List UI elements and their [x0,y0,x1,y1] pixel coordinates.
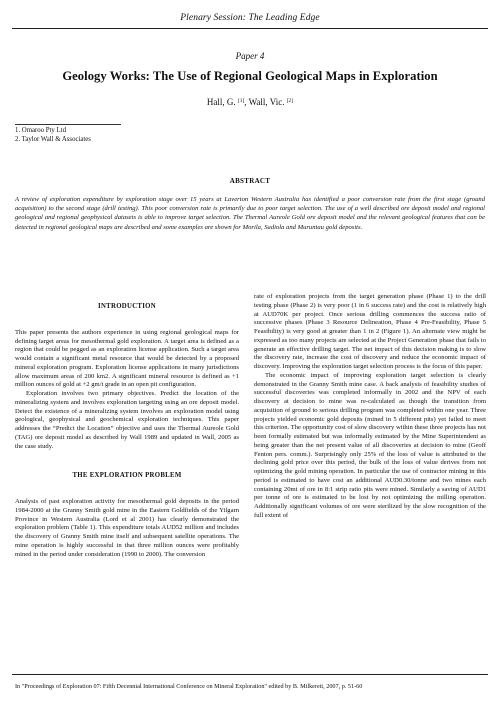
left-column [15,303,239,559]
introduction-paragraph-2: Exploration involves two primary objectives. Predict the location of the mineralizing system and involves exploration targeting using an ore deposit model. Detect the existence of a mineralizing system involves an exploration model using geological, geophysical and geochemical exploration techniques. This paper addresses the “Predict the Location” objective and uses the Thermal Aureole Gold (TAG) ore deposit model as described by Wall 1989 and updated in Wall, 2005 as the case study. [15,390,239,450]
header-rule [12,28,488,29]
affiliation-rule [15,124,121,125]
authors [0,97,500,107]
paper-title: Geology Works: The Use of Regional Geological Maps in Exploration [62,69,438,83]
right-column-paragraph-1: rate of exploration projects from the target generation phase (Phase 1) to the drill testing phase (Phase 2) is very poor (1 in 6 success rate) and the cost is relatively high at AUD70K per project. Once serious drilling commences the success ratio of successive phases (Phase 3 Resource Delineation, Phase 4 Pre-Feasibility, Phase 5 Feasibility) is very good at greater than 1 in 2 (Figure 1). An alternate view might be expressed as too many projects are selected at the Project Generation phase that fails to generate an effective drilling target. The net impact of this decision making is to slow the discovery rate, increase the cost of discovery and reduce the economic impact of discovery. Improving the exploration target selection process is the focus of this paper. [254,293,486,370]
author-2-name: Wall, Vic. [248,97,285,107]
affiliation-2: 2. Taylor Wall & Associates [15,136,91,143]
session-header: Plenary Session: The Leading Edge [180,13,320,23]
exploration-problem-paragraph-1: Analysis of past exploration activity for mesothermal gold deposits in the period 1984-2000 at the Granny Smith gold mine in the Eastern Goldfields of the Yilgarn Province in Western Australia (Lord et al 2001) has clearly demonstrated the exploration problem (Table 1). This expenditure totals AUD52 million and includes the discovery of Granny Smith mine itself and subsequent satellite operations. The mine operation is highly successful in that three million ounces were profitably mined in the period under consideration (1990 to 2000). The conversion [15,498,239,558]
right-column [254,293,486,521]
author-1-name: Hall, G. [206,97,236,107]
paper-number: Paper 4 [235,51,265,61]
exploration-problem-heading: THE EXPLORATION PROBLEM [72,472,182,480]
right-column-paragraph-2: The economic impact of improving exploration target selection is clearly demonstrated in the Granny Smith mine case. A back analysis of feasibility studies of successful discoveries was completed informally in 2002 and the NPV of each discovery at decision to mine was re-calculated as though the transition from acquisition of ground to serious drilling program was completed within one year. Three projects yielded economic gold deposits (mined in 5 different pits) yet failed to meet this criterion. The opportunity cost of slow discovery within these three projects has not been formally estimated but was informally estimated by the Mine Superintendent as being greater than the net present value of all discoveries at decision to mine (Geoff Fenton pers. comm.). Surprisingly only 25% of the loss of value is attributed to the declining gold price over this period, the bulk of the loss of value derives from not optimizing the gold mining operation. In particular the use of contractor mining in this period is estimated to have cost an additional AUD0.30/tonne and two mines each containing 20mt of ore in 8:1 strip ratio pits were mined. Similarly a saving of AUD1 per tonne of ore is estimated to be lost by not optimizing the milling operation. Additionally significant volumes of ore were sterilized by the slow recognition of the full extent of [254,371,486,519]
introduction-paragraph-1: This paper presents the authors experience in using regional geological maps for defining target areas for mesothermal gold exploration. A target area is defined as a region that could be pegged as an exploration license application. Such a target area would contain a significant metal resource that would be detected by a proposed mineral exploration program. Exploration license applications in many jurisdictions allow maximum areas of 200 km2. A significant mineral resource is defined as +1 million ounces of gold at +2 gm/t grade in an open pit configuration. [15,328,239,389]
abstract-heading: ABSTRACT [229,177,271,185]
author-1-mark: [1] [237,98,245,104]
affiliations [15,126,91,144]
footer-rule [12,674,488,675]
author-separator: , [244,97,249,107]
affiliation-1: 1. Omaroo Pty Ltd [15,127,66,134]
author-2-mark: [2] [286,98,294,104]
introduction-heading: INTRODUCTION [98,303,156,310]
proceedings-footer: In "Proceedings of Exploration 07: Fifth Decennial International Conference on Mineral Exploration" edited by B. Milkereit, 2007, p. 51-60 [15,683,363,690]
abstract-text: A review of exploration expenditure by exploration stage over 15 years at Laverton Western Australia has identified a poor conversion rate from the first stage (ground acquisition) to the second stage (drill testing). This poor conversion rate is primarily due to poor target selection. The use of a well described ore deposit model and regional geological and regional geophysical datasets is able to improve target selection. The Thermal Aureole Gold ore deposit model and the relevant geological features that can be detected in regional geological maps are described and some examples are shown for Morila, Sadiola and Muruntau gold deposits. [15,196,485,231]
